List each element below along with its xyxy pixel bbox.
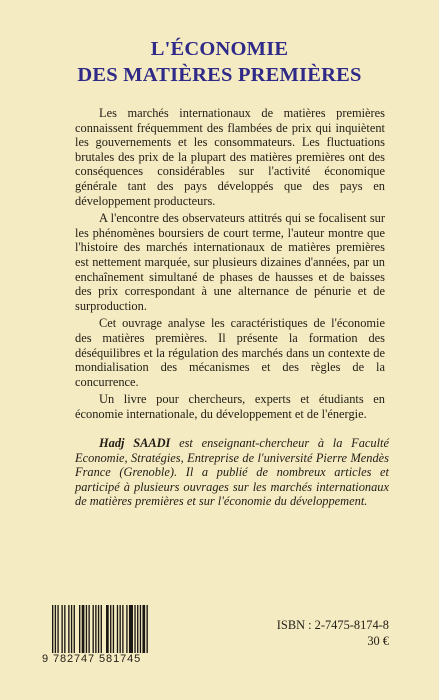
barcode-bar (140, 605, 141, 657)
barcode-bar (93, 605, 94, 657)
title-line-1: L'ÉCONOMIE (150, 38, 289, 60)
author-bio-text: est enseignant-chercheur à la Faculté Economie, Stratégies, Entreprise de l'université Pierre Mendès France (Grenoble). Il a publié de nombreux articles et participé à plusieurs ouvrages sur les marchés internationaux de matières premières et sur l'économie du développement. (75, 436, 389, 509)
barcode-bar (79, 605, 80, 657)
isbn-block (277, 617, 389, 649)
barcode-bar (88, 605, 89, 657)
barcode-bar (68, 605, 69, 657)
barcode-bar (101, 605, 102, 657)
book-title (0, 36, 439, 88)
barcode-bar (57, 605, 58, 657)
price: 30 € (367, 634, 389, 648)
barcode-bar (126, 605, 127, 657)
barcode (42, 605, 162, 665)
author-name: Hadj SAADI (99, 436, 171, 450)
barcode-bar (120, 605, 121, 657)
barcode-bar (55, 605, 56, 657)
barcode-bar (98, 605, 99, 657)
author-bio (75, 436, 389, 509)
barcode-bar (137, 605, 138, 657)
barcode-digits: 9 782747 581745 (42, 653, 162, 665)
barcode-bar (52, 605, 53, 657)
barcode-bar (142, 605, 145, 657)
barcode-bar (117, 605, 118, 657)
barcode-bar (82, 605, 85, 657)
barcode-bar (74, 605, 75, 657)
barcode-bar (95, 605, 96, 657)
barcode-bar (122, 605, 123, 657)
paragraph-2: A l'encontre des observateurs attitrés qui se focalisent sur les phénomènes boursiers de court terme, l'auteur montre que l'histoire des marchés internationaux de matières premières est nettement marquée, sur plusieurs dizaines d'années, par un enchaînement simultané de phases de hausses et de baisses des prix correspondant à une alternance de pénurie et de surproduction. (75, 211, 385, 313)
barcode-bar (110, 605, 111, 657)
paragraph-4: Un livre pour chercheurs, experts et étudiants en économie internationale, du développement et de l'énergie. (75, 392, 385, 421)
barcode-bar (113, 605, 114, 657)
title-line-2: DES MATIÈRES PREMIÈRES (77, 64, 362, 86)
barcode-bar (106, 605, 109, 657)
barcode-bar (134, 605, 135, 657)
paragraph-3: Cet ouvrage analyse les caractéristiques de l'économie des matières premières. Il présente la formation des déséquilibres et la régulation des marchés dans un contexte de mondialisation des mécanismes et des règles de la concurrence. (75, 316, 385, 389)
barcode-bars (50, 605, 160, 657)
barcode-bar (61, 605, 62, 657)
description (75, 106, 385, 424)
barcode-bar (64, 605, 65, 657)
paragraph-1: Les marchés internationaux de matières premières connaissent fréquemment des flambées de prix qui inquiètent les gouvernements et les consommateurs. Les fluctuations brutales des prix de la plupart des matières premières ont des conséquences considérables sur l'activité économique générale tant des pays développés que des pays en développement producteurs. (75, 106, 385, 208)
barcode-bar (71, 605, 72, 657)
barcode-bar (129, 605, 133, 657)
barcode-bar (86, 605, 87, 657)
isbn: ISBN : 2-7475-8174-8 (276, 618, 389, 632)
barcode-bar (147, 605, 148, 657)
